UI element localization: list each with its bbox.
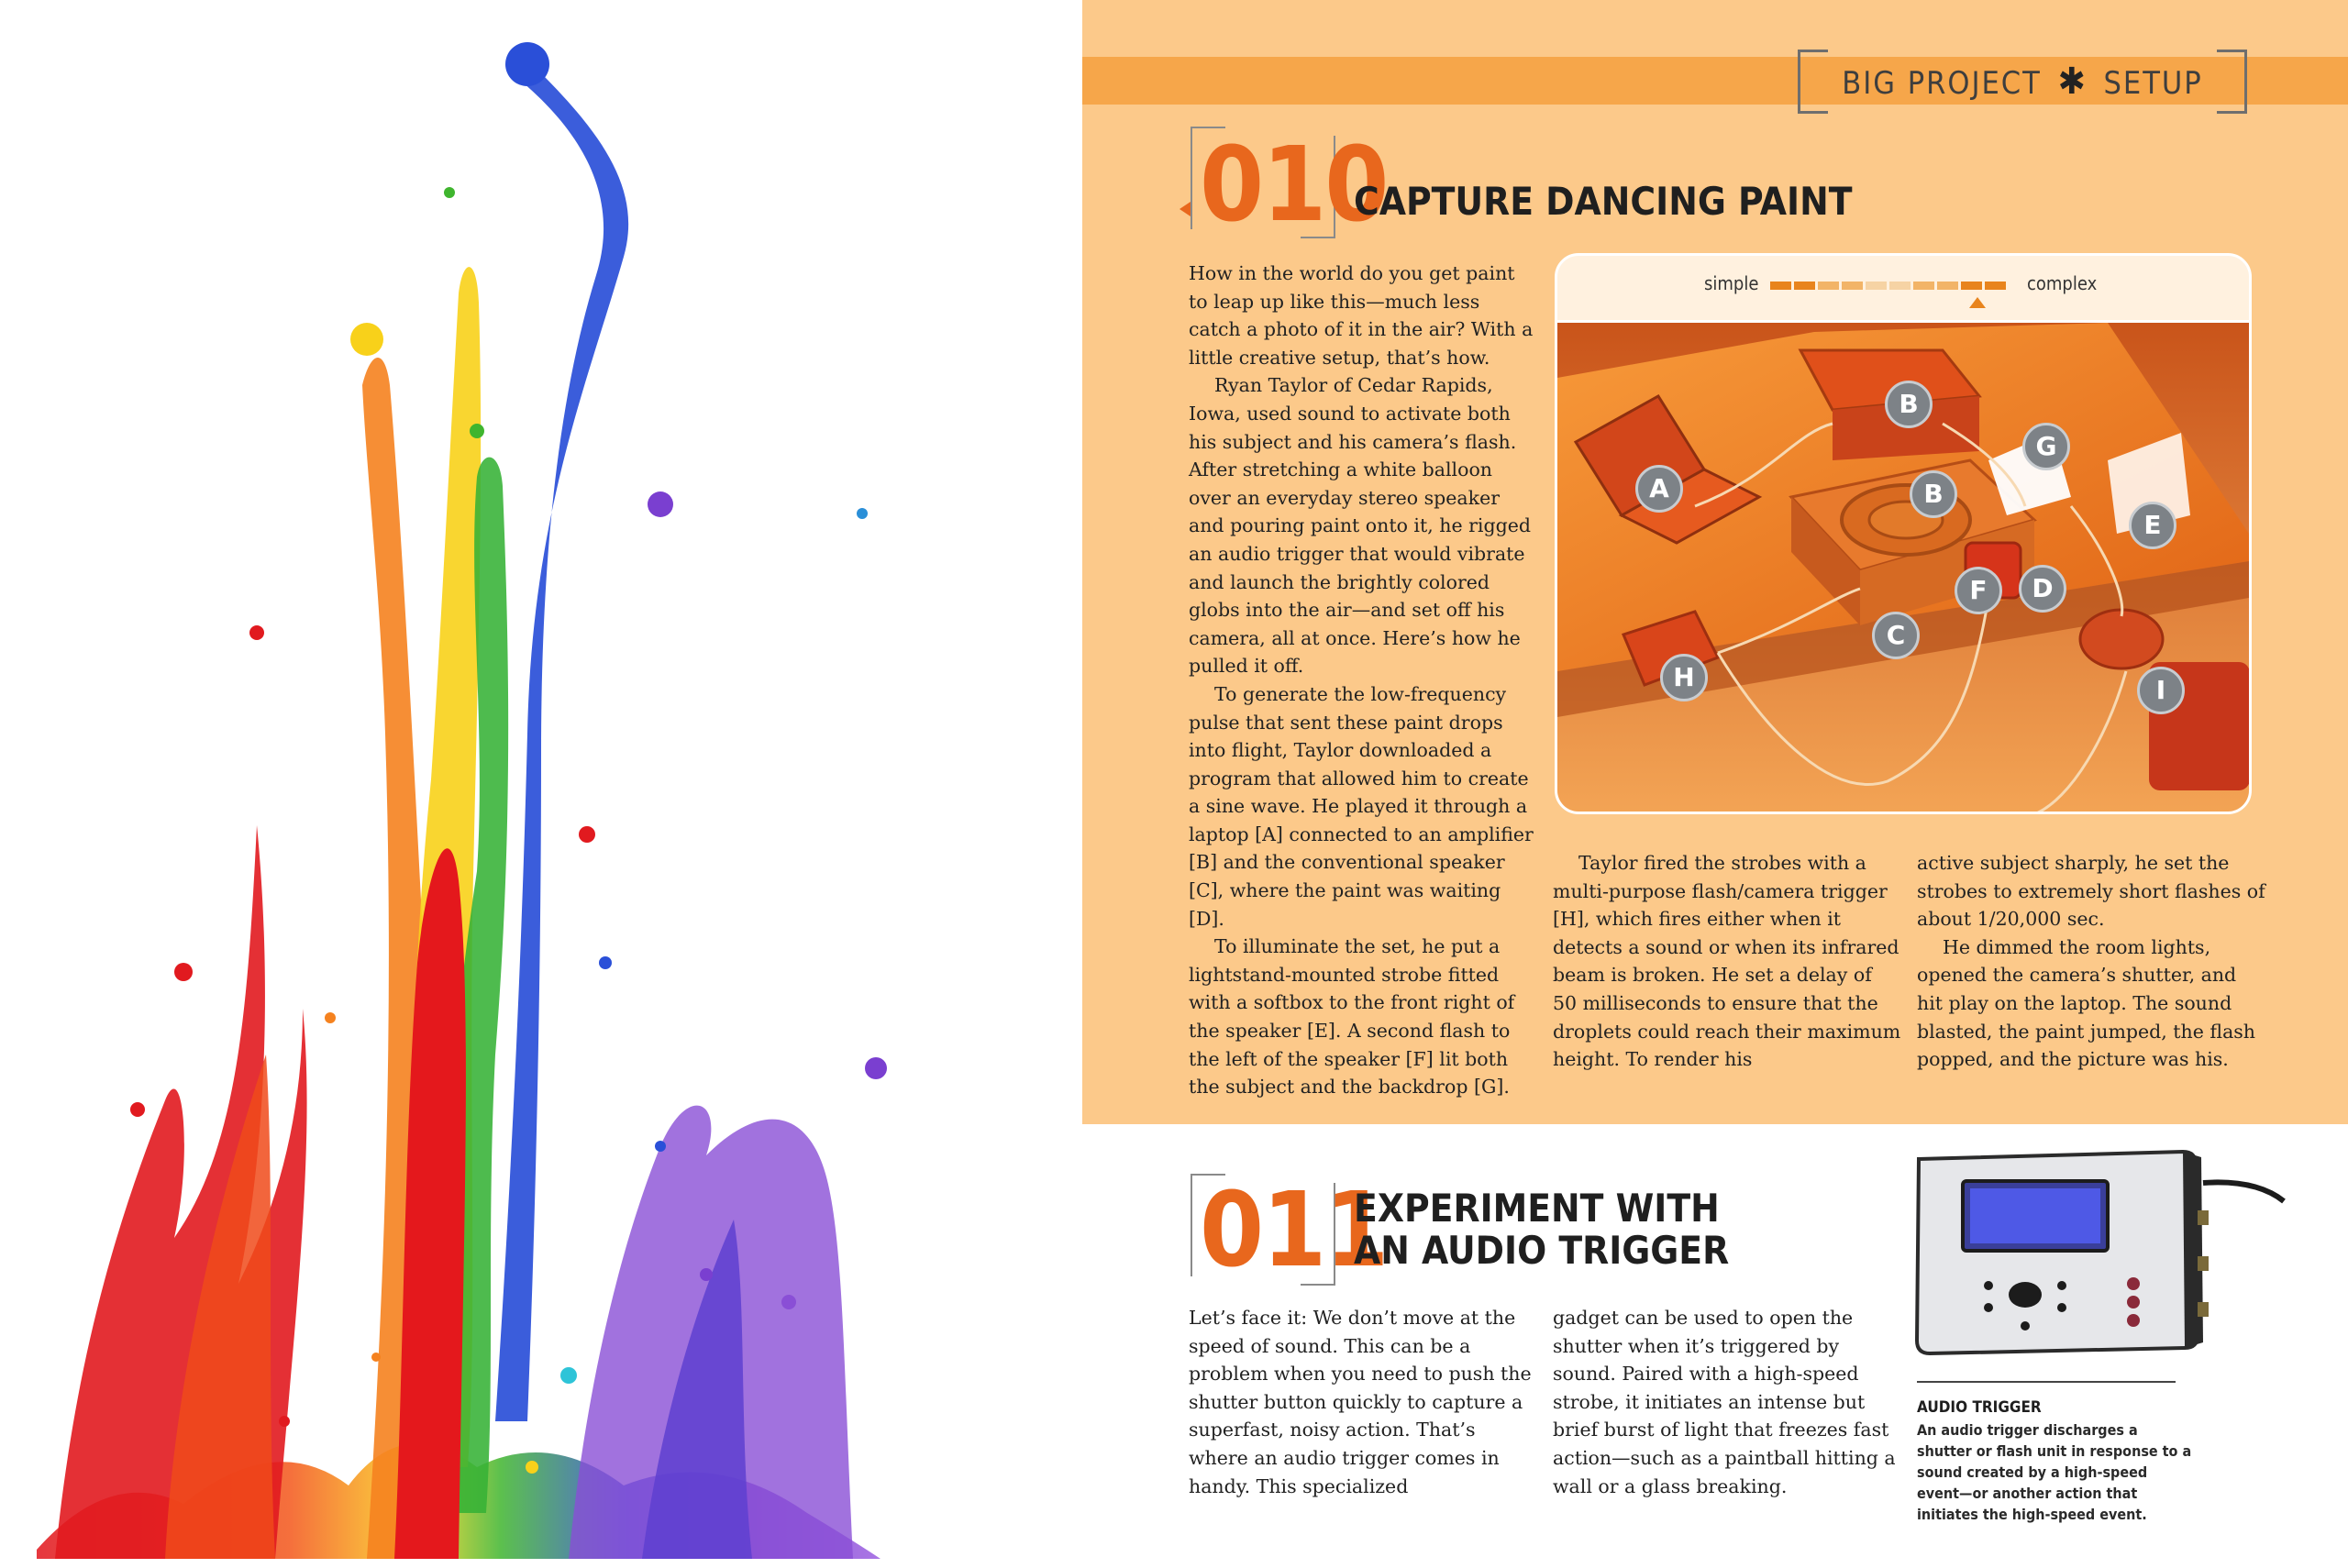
caption-title: AUDIO TRIGGER [1917,1398,2042,1417]
audio-trigger-photo [1908,1146,2311,1362]
paragraph: gadget can be used to open the shutter when it’s triggered by sound. Paired with a high-speed strobe, it initiates an intense but brief burst of light that freezes fast action—such as a paintball hitting a wall or a glass breaking. [1553,1307,1896,1497]
difficulty-segment [1985,282,2006,290]
difficulty-scale [1557,256,2249,323]
right-page [1082,0,2348,1568]
studio-setup-scene [1557,323,2249,814]
paint-splash-photo [0,0,1082,1568]
tip-010-column-2 [1553,849,1901,1074]
tip-title-010: CAPTURE DANCING PAINT [1354,179,1853,224]
label-pin-f: F [1955,567,2002,614]
difficulty-max-label: complex [2027,272,2098,294]
section-left: BIG PROJECT [1842,65,2042,102]
paragraph: Taylor fired the strobes with a multi-purpose flash/camera trigger [H], which fires either when it detects a sound or when its infrared beam is broken. He set a delay of 50 milliseconds to ensure that the droplets could reach their maximum height. To render his [1553,852,1901,1071]
label-pin-b: B [1885,381,1933,428]
label-pin-d: D [2019,565,2066,613]
tip-010-column-1 [1189,259,1537,1101]
label-pin-g: G [2022,423,2070,470]
tip-number-010: 010 [1200,126,1388,245]
paragraph: He dimmed the room lights, opened the camera’s shutter, and hit play on the laptop. The sound blasted, the paint jumped, the flash popped, and the picture was his. [1917,935,2256,1071]
section-header [1798,50,2247,110]
tip-010-column-3 [1917,849,2265,1074]
difficulty-segment [1842,282,1863,290]
label-pin-e: E [2129,502,2176,549]
difficulty-segment [1937,282,1958,290]
label-pin-i: I [2137,667,2185,714]
pointer-triangle-icon [1180,202,1191,216]
difficulty-segment [1961,282,1982,290]
section-right: SETUP [2103,65,2203,102]
difficulty-segment [1818,282,1839,290]
tip-title-line-1: EXPERIMENT WITH [1354,1186,1720,1231]
paragraph: Let’s face it: We don’t move at the speed of sound. This can be a problem when you need to push the shutter button quickly to capture a superfast, noisy action. That’s where an audio trigger comes in handy. This specialized [1189,1307,1532,1497]
difficulty-segment [1794,282,1815,290]
tip-011-column-1 [1189,1304,1537,1500]
caption-text: An audio trigger discharges a shutter or flash unit in response to a sound created by a high-speed event—or another action that initiates the high-speed event. [1917,1421,2192,1523]
section-label [1798,61,2247,103]
caption-rule [1917,1381,2176,1383]
tip-number-011: 011 [1200,1171,1388,1290]
tip-011-column-2 [1553,1304,1901,1500]
paragraph: To illuminate the set, he put a lightstand-mounted strobe fitted with a softbox to the front right of the speaker [E]. A second flash to the left of the speaker [F] lit both the subject and the backdrop [G]. [1189,935,1515,1099]
paragraph: active subject sharply, he set the strobes to extremely short flashes of about 1/20,000 sec. [1917,852,2265,931]
tip-title-011 [1354,1187,1729,1272]
difficulty-min-label: simple [1704,272,1759,294]
difficulty-segment [1866,282,1887,290]
paragraph: To generate the low-frequency pulse that sent these paint drops into flight, Taylor downloaded a program that allowed him to create a sine wave. He played it through a laptop [A] connected to an amplifier [B] and the conventional speaker [C], where the paint was waiting [D]. [1189,682,1534,930]
difficulty-segment [1770,282,1791,290]
audio-trigger-device [1908,1146,2311,1362]
label-pin-a: A [1635,465,1683,513]
label-pin-h: H [1660,654,1708,701]
difficulty-segment [1889,282,1911,290]
label-pin-c: C [1872,612,1920,659]
difficulty-marker-icon [1969,297,1986,308]
tip-title-line-2: AN AUDIO TRIGGER [1354,1228,1730,1273]
setup-diagram [1555,253,2252,814]
paint-splash-illustration [0,0,1082,1568]
paragraph: Ryan Taylor of Cedar Rapids, Iowa, used sound to activate both his subject and his camera’s flash. After stretching a white balloon over an everyday stereo speaker and pouring paint onto it, he rigged an audio trigger that would vibrate and launch the brightly colored globs into the air—and set off his camera, all at once. Here’s how he pulled it off. [1189,374,1531,678]
paragraph: How in the world do you get paint to leap up like this—much less catch a photo of it in the air? With a little creative setup, that’s how. [1189,262,1534,369]
asterisk-icon: ✱ [2057,61,2088,103]
label-pin-b: B [1910,470,1957,518]
difficulty-segment [1913,282,1934,290]
